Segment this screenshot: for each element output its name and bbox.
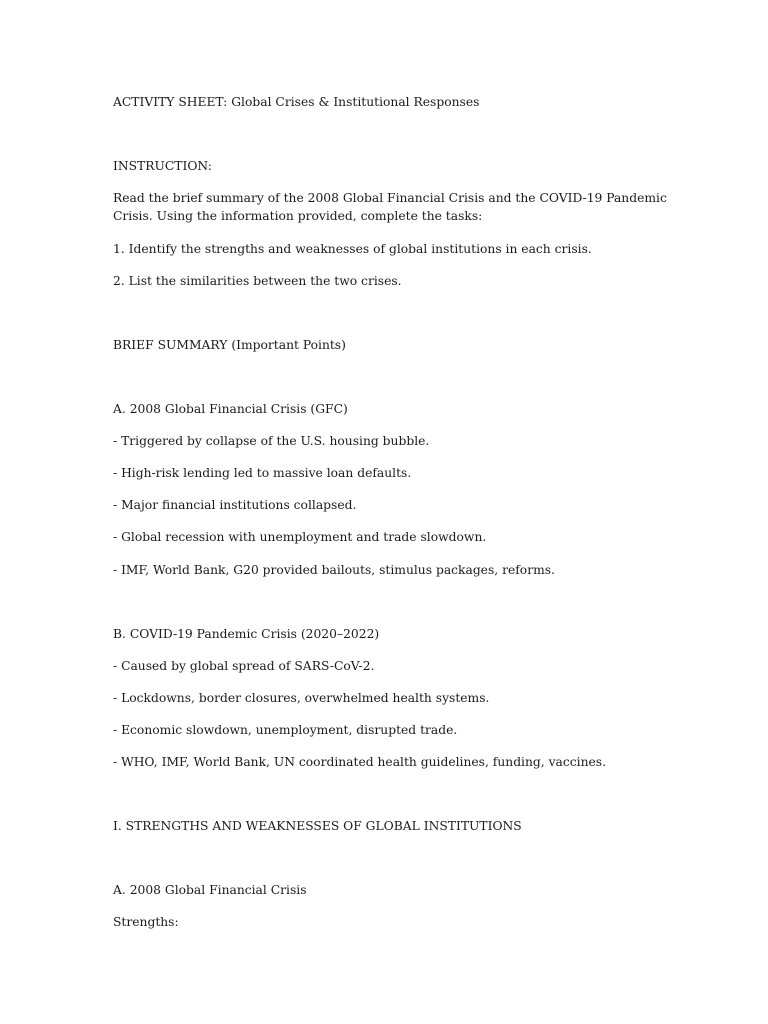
summary-heading: BRIEF SUMMARY (Important Points) — [113, 338, 346, 352]
gfc-point: - Global recession with unemployment and trade slowdown. — [113, 530, 487, 544]
gfc-point: - IMF, World Bank, G20 provided bailouts, stimulus packages, reforms. — [113, 563, 555, 577]
covid-point: - Caused by global spread of SARS-CoV-2. — [113, 659, 375, 673]
section-1-sub-heading: A. 2008 Global Financial Crisis — [113, 883, 307, 897]
task-item: 2. List the similarities between the two crises. — [113, 274, 402, 288]
gfc-point: - Major financial institutions collapsed. — [113, 498, 357, 512]
covid-point: - Economic slowdown, unemployment, disrupted trade. — [113, 723, 458, 737]
gfc-point: - Triggered by collapse of the U.S. housing bubble. — [113, 434, 430, 448]
covid-heading: B. COVID-19 Pandemic Crisis (2020–2022) — [113, 627, 380, 641]
document-title: ACTIVITY SHEET: Global Crises & Institutional Responses — [113, 95, 480, 109]
covid-point: - WHO, IMF, World Bank, UN coordinated health guidelines, funding, vaccines. — [113, 755, 607, 769]
section-1-heading: I. STRENGTHS AND WEAKNESSES OF GLOBAL INSTITUTIONS — [113, 819, 522, 833]
gfc-heading: A. 2008 Global Financial Crisis (GFC) — [113, 402, 348, 416]
instruction-text-line-2: Crisis. Using the information provided, complete the tasks: — [113, 209, 483, 223]
strengths-label: Strengths: — [113, 915, 179, 929]
instruction-text-line-1: Read the brief summary of the 2008 Global Financial Crisis and the COVID-19 Pandemic — [113, 191, 667, 205]
instruction-heading: INSTRUCTION: — [113, 159, 212, 173]
task-item: 1. Identify the strengths and weaknesses of global institutions in each crisis. — [113, 242, 592, 256]
gfc-point: - High-risk lending led to massive loan defaults. — [113, 466, 412, 480]
covid-point: - Lockdowns, border closures, overwhelmed health systems. — [113, 691, 490, 705]
